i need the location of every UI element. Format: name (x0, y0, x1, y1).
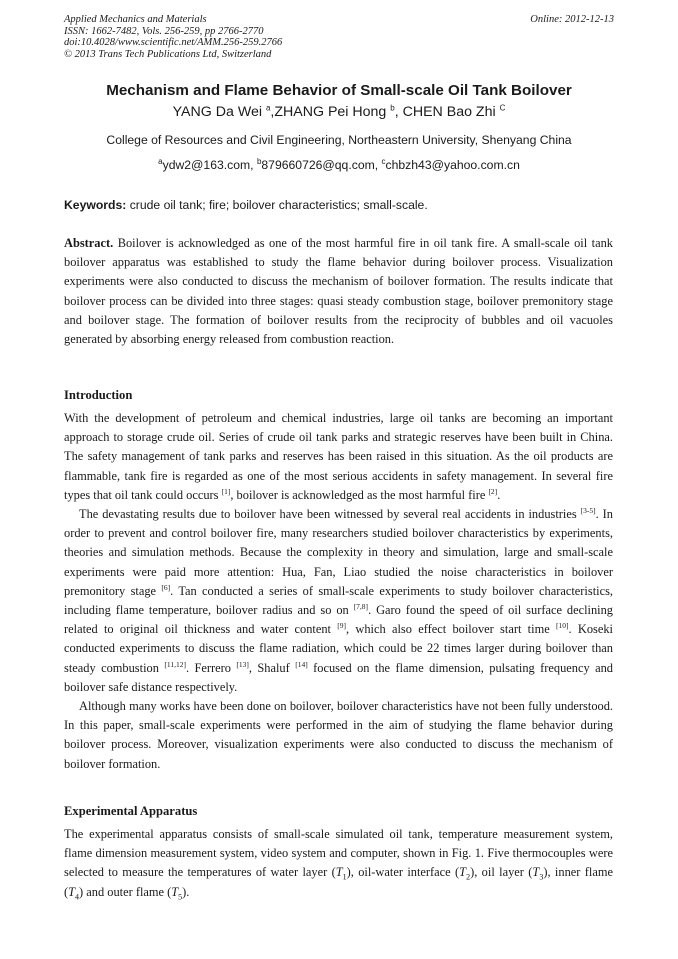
running-header (64, 14, 614, 60)
intro-paragraph-3: Although many works have been done on boilover, boilover characteristics have not been fully understood. In this paper, small-scale experiments were performed in the aim of studying the flame behavior during boilover process. Moreover, visualization experiments were also conducted to discuss the mechanism of boilover formation. (64, 699, 613, 771)
citation: [10] (556, 621, 569, 631)
introduction-section (64, 388, 613, 774)
experimental-section (64, 804, 613, 902)
author-list: YANG Da Wei $^a$,ZHANG Pei Hong $^b$, CHEN Bao Zhi $^C$ (172, 103, 506, 120)
abstract-label: Abstract. (64, 236, 114, 250)
experimental-paragraph: The experimental apparatus consists of small-scale simulated oil tank, temperature measurement system, flame dimension measurement system, video system and computer, shown in Fig. 1. Five thermocouples were selected to measure the temperatures of water layer $(T_1)$, oil-water interface $(T_2)$, oil layer $(T_3)$, inner flame $(T_4)$ and outer flame $(T_5)$. (64, 827, 613, 902)
email-address[interactable]: ydw2@163.com (162, 158, 251, 172)
author-name: YANG Da Wei (172, 104, 266, 120)
intro-paragraph-2: The devastating results due to boilover have been witnessed by several real accidents in industries [3-5]. In order to prevent and control boilover fire, many researchers studied boilover characteristics by experiments, theories and simulation methods. Because the complexity in theory and simulation, large and small-scale experiments were paid more attention: Hua, Fan, Liao studied the noise characteristics in boilover premonitory stage [6]. Tan conducted a series of small-scale experiments to study boilover characteristics, including flame temperature, boilover radius and so on [7,8]. Garo found the speed of oil surface declining related to original oil thickness and water content [9], which also effect boilover start time [10]. Koseki conducted experiments to discuss the flame radiation, which could be 22 times larger during boilover than steady combustion [11,12]. Ferrero [13], Shaluf [14] focused on the flame dimension, pulsating frequency and boilover safe distance respectively. (64, 505, 614, 694)
citation: [7,8] (353, 601, 369, 611)
issn-line: ISSN: 1662-7482, Vols. 256-259, pp 2766-2770 (64, 25, 264, 37)
author-superscript: C (499, 103, 506, 113)
paper-title: Mechanism and Flame Behavior of Small-scale Oil Tank Boilover (106, 82, 572, 99)
author-superscript: b (390, 103, 395, 113)
doi-line: doi:10.4028/www.scientific.net/AMM.256-259.2766 (64, 37, 283, 49)
affiliation: College of Resources and Civil Engineering, Northeastern University, Shenyang China (106, 133, 572, 147)
author-name: CHEN Bao Zhi (402, 104, 500, 120)
copyright-line: © 2013 Trans Tech Publications Ltd, Switzerland (64, 48, 272, 60)
email-superscript: c (381, 156, 386, 166)
email-address[interactable]: chbzh43@yahoo.com.cn (385, 158, 520, 172)
citation: [6] (161, 582, 171, 592)
email-superscript: b (256, 156, 262, 166)
citation: [14] (295, 659, 308, 669)
email-address[interactable]: 879660726@qq.com (261, 158, 375, 172)
citation: [11,12] (164, 659, 186, 669)
citation: [1] (221, 486, 231, 496)
email-superscript: a (158, 156, 163, 166)
abstract-section (64, 234, 613, 349)
introduction-heading: Introduction (64, 388, 133, 402)
experimental-heading: Experimental Apparatus (64, 804, 198, 818)
author-name: ZHANG Pei Hong (274, 104, 391, 120)
email-list: $^a$ydw2@163.com, $^b$879660726@qq.com, $^c$chbzh43@yahoo.com.cn (158, 156, 520, 172)
keywords (64, 198, 614, 212)
citation: [2] (488, 486, 498, 496)
author-superscript: a (265, 103, 271, 113)
citation: [13] (236, 659, 249, 669)
journal-name: Applied Mechanics and Materials (64, 14, 207, 25)
abstract-text: Boilover is acknowledged as one of the most harmful fire in oil tank fire. A small-scale oil tank boilover apparatus was established to study the flame behavior during boilover process. Visualization experiments were also conducted to discuss the mechanism of boilover formation. The results indicate that boilover process can be divided into three stages: quasi steady combustion stage, boilover premonitory stage and boilover stage. The formation of boilover results from the reciprocity of bubbles and oil vacuoles generated by absorbing energy released from combustion reaction. (64, 236, 613, 347)
abstract-paragraph (64, 234, 613, 349)
online-date: Online: 2012-12-13 (530, 14, 614, 25)
keywords-label: Keywords: (64, 198, 127, 212)
keywords-text: crude oil tank; fire; boilover characteristics; small-scale. (129, 198, 428, 212)
citation: [9] (337, 621, 347, 631)
intro-paragraph-1: With the development of petroleum and chemical industries, large oil tanks are becoming an important approach to storage crude oil. Series of crude oil tank parks and strategic reserves have been built in China. The safety management of tank parks and reserves has been raised in this situation. As the oil products are flammable, tank fire is regarded as one of the most serious accidents in safety management. In several fire types that oil tank could occurs [1], boilover is acknowledged as the most harmful fire [2]. (64, 411, 613, 502)
citation: [3-5] (580, 505, 596, 515)
